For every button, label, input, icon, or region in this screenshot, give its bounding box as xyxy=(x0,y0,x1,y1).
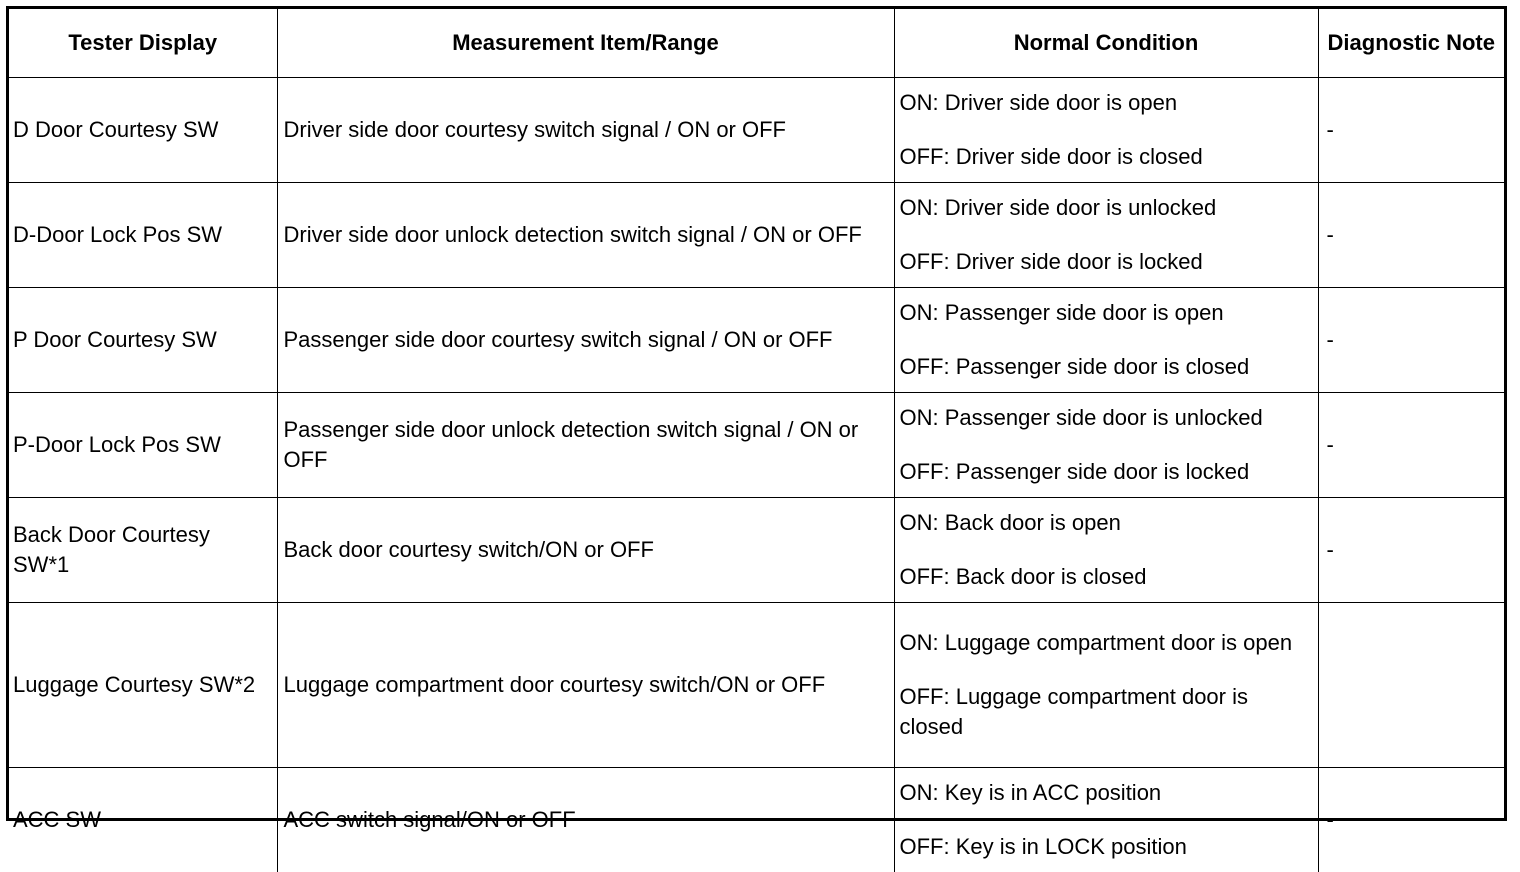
cell-normal-condition xyxy=(894,78,1318,183)
cell-tester-display: D Door Courtesy SW xyxy=(9,78,277,183)
condition-off: OFF: Key is in LOCK position xyxy=(900,832,1314,862)
table-header-row xyxy=(9,9,1504,78)
condition-off: OFF: Driver side door is closed xyxy=(900,142,1314,172)
cell-diagnostic-note xyxy=(1318,603,1504,768)
table-row xyxy=(9,768,1504,872)
condition-on: ON: Back door is open xyxy=(900,508,1314,538)
header-measurement-item: Measurement Item/Range xyxy=(277,9,894,78)
condition-off: OFF: Back door is closed xyxy=(900,562,1314,592)
cell-normal-condition xyxy=(894,498,1318,603)
cell-tester-display: P-Door Lock Pos SW xyxy=(9,393,277,498)
data-list-table-frame xyxy=(6,6,1507,821)
cell-measurement: ACC switch signal/ON or OFF xyxy=(277,768,894,872)
condition-on: ON: Driver side door is unlocked xyxy=(900,193,1314,223)
cell-tester-display: Luggage Courtesy SW*2 xyxy=(9,603,277,768)
cell-tester-display: Back Door Courtesy SW*1 xyxy=(9,498,277,603)
cell-diagnostic-note: - xyxy=(1318,498,1504,603)
cell-tester-display: ACC SW xyxy=(9,768,277,872)
header-normal-condition: Normal Condition xyxy=(894,9,1318,78)
cell-tester-display: D-Door Lock Pos SW xyxy=(9,183,277,288)
cell-normal-condition xyxy=(894,393,1318,498)
cell-diagnostic-note: - xyxy=(1318,78,1504,183)
cell-measurement: Driver side door unlock detection switch signal / ON or OFF xyxy=(277,183,894,288)
cell-tester-display: P Door Courtesy SW xyxy=(9,288,277,393)
header-diagnostic-note: Diagnostic Note xyxy=(1318,9,1504,78)
condition-on: ON: Driver side door is open xyxy=(900,88,1314,118)
cell-measurement: Back door courtesy switch/ON or OFF xyxy=(277,498,894,603)
table-row xyxy=(9,498,1504,603)
cell-measurement: Driver side door courtesy switch signal / ON or OFF xyxy=(277,78,894,183)
condition-on: ON: Passenger side door is open xyxy=(900,298,1314,328)
cell-diagnostic-note: - xyxy=(1318,768,1504,872)
cell-normal-condition xyxy=(894,768,1318,872)
condition-off: OFF: Passenger side door is locked xyxy=(900,457,1314,487)
cell-normal-condition xyxy=(894,288,1318,393)
header-tester-display: Tester Display xyxy=(9,9,277,78)
condition-on: ON: Passenger side door is unlocked xyxy=(900,403,1314,433)
condition-off: OFF: Luggage compartment door is closed xyxy=(900,682,1314,742)
condition-off: OFF: Driver side door is locked xyxy=(900,247,1314,277)
table-row xyxy=(9,183,1504,288)
cell-measurement: Luggage compartment door courtesy switch/ON or OFF xyxy=(277,603,894,768)
condition-off: OFF: Passenger side door is closed xyxy=(900,352,1314,382)
cell-measurement: Passenger side door unlock detection switch signal / ON or OFF xyxy=(277,393,894,498)
table-row xyxy=(9,393,1504,498)
condition-on: ON: Key is in ACC position xyxy=(900,778,1314,808)
data-list-table xyxy=(9,9,1504,872)
cell-diagnostic-note: - xyxy=(1318,288,1504,393)
table-row xyxy=(9,288,1504,393)
cell-normal-condition xyxy=(894,183,1318,288)
table-row xyxy=(9,78,1504,183)
condition-on: ON: Luggage compartment door is open xyxy=(900,628,1314,658)
cell-diagnostic-note: - xyxy=(1318,183,1504,288)
table-row xyxy=(9,603,1504,768)
cell-diagnostic-note: - xyxy=(1318,393,1504,498)
cell-normal-condition xyxy=(894,603,1318,768)
cell-measurement: Passenger side door courtesy switch signal / ON or OFF xyxy=(277,288,894,393)
